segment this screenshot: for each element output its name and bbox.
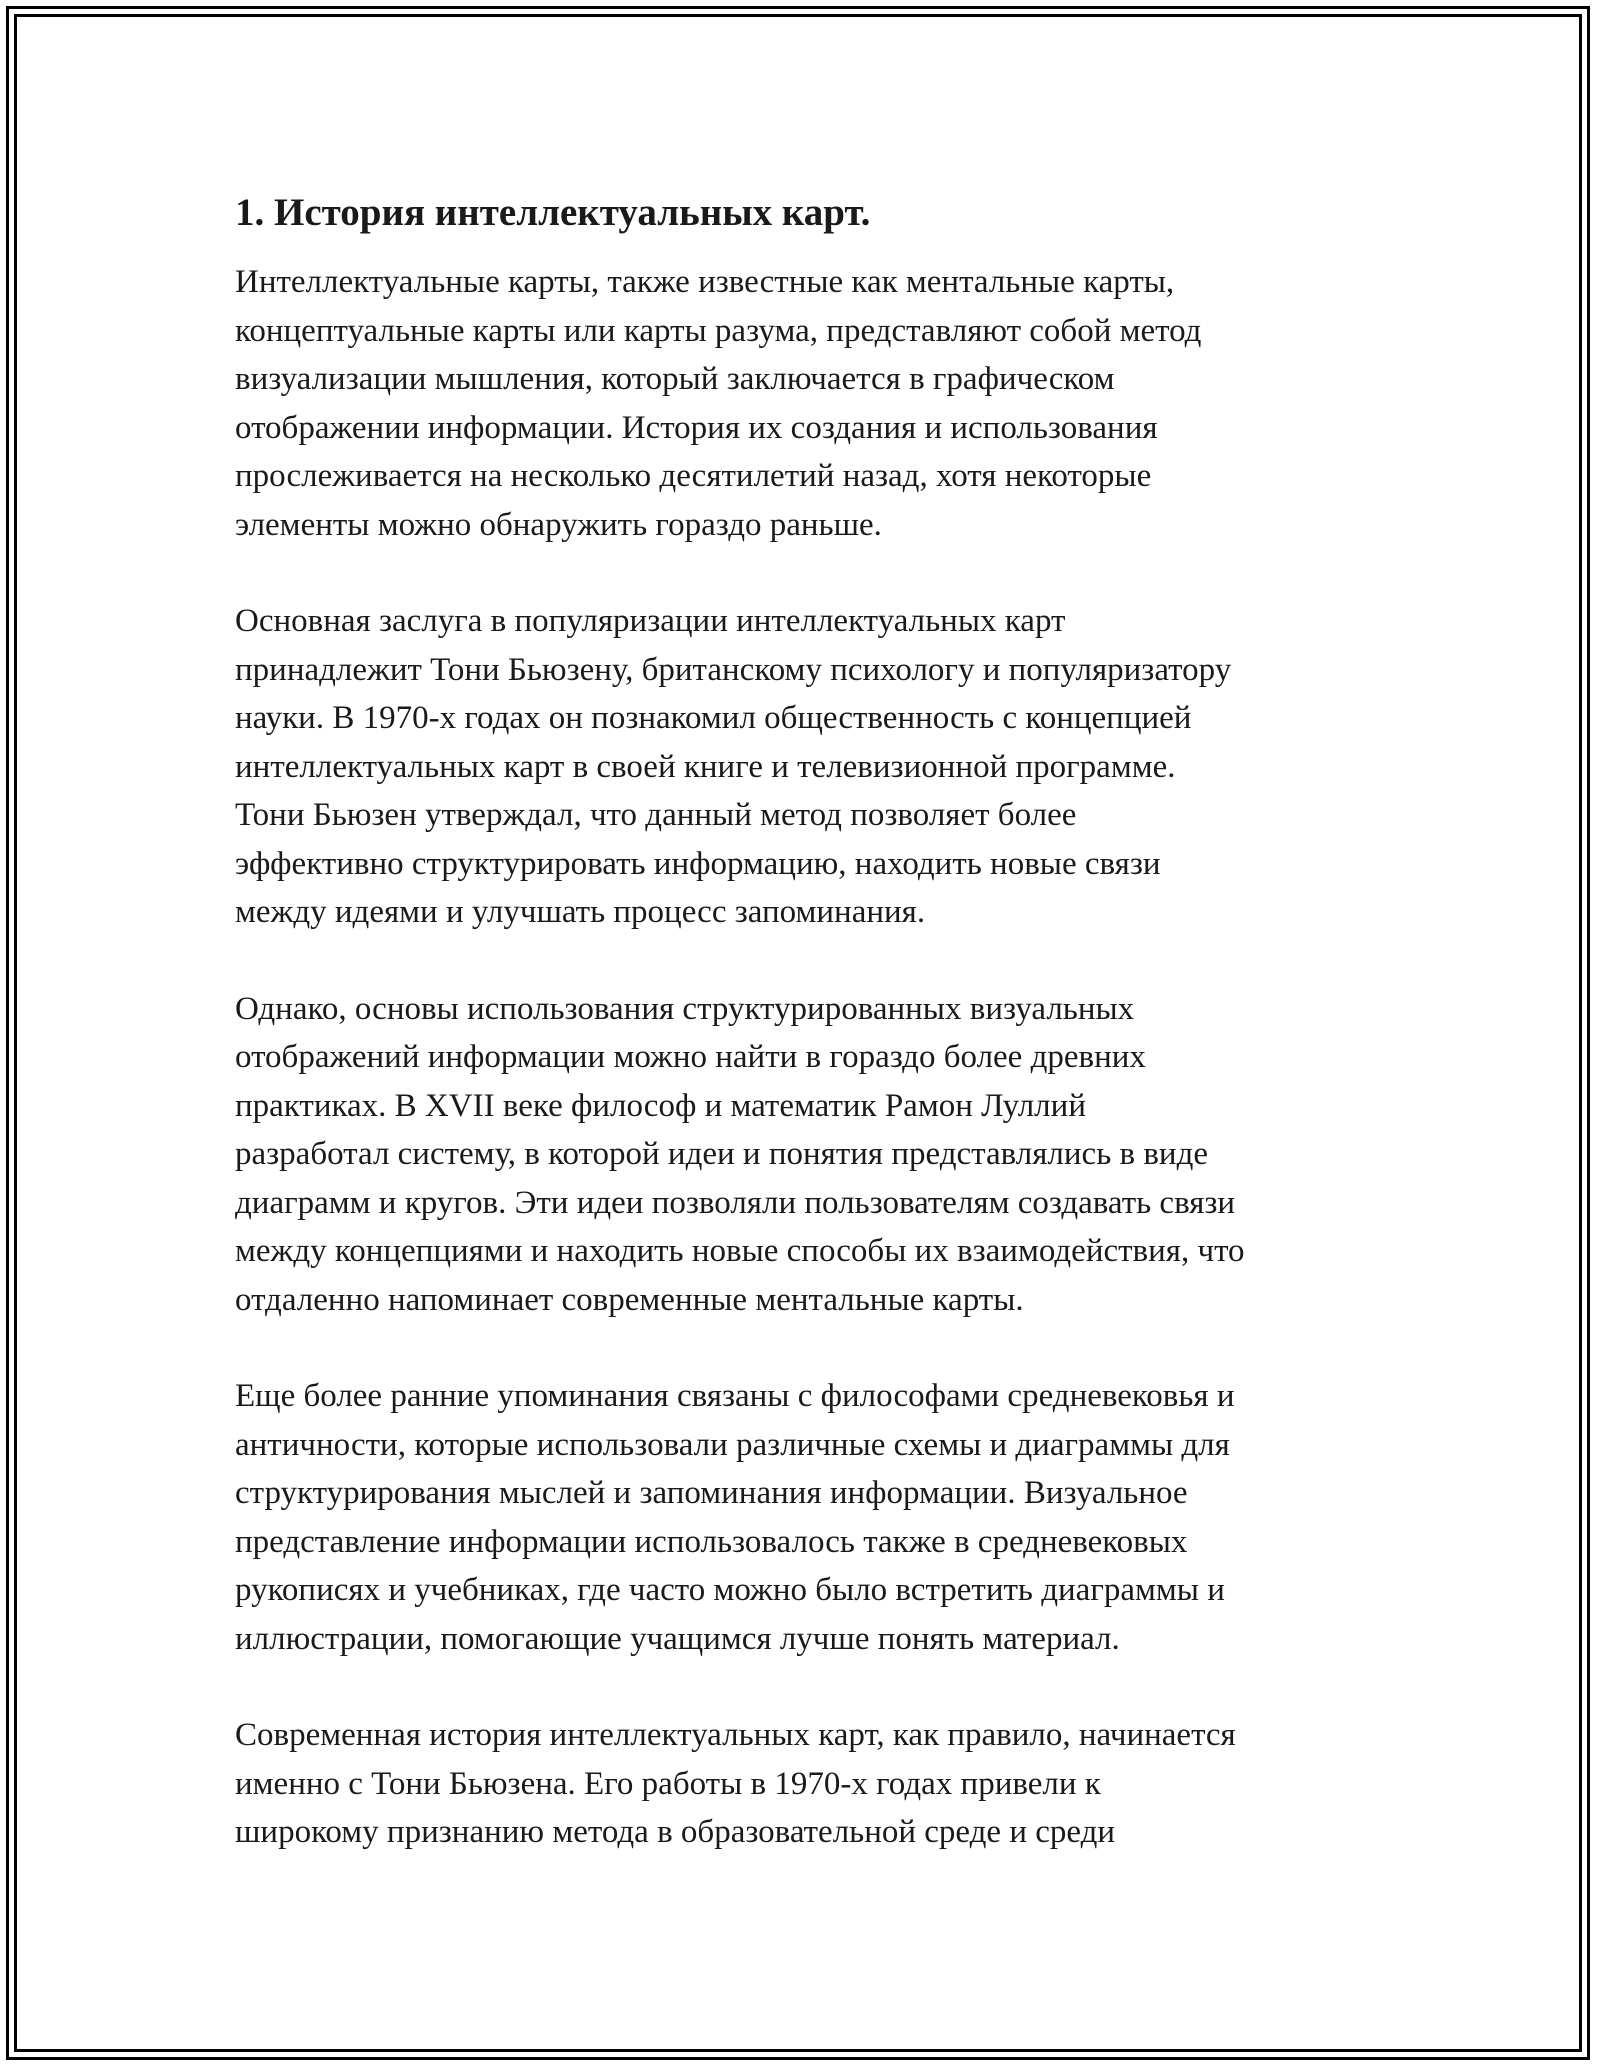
text-line: широкому признанию метода в образовательной среде и среди [235,1814,1116,1850]
text-line: Тони Бьюзен утверждал, что данный метод позволяет более [235,797,1077,833]
text-line: между идеями и улучшать процесс запоминания. [235,894,926,930]
paragraph [235,1372,1385,1663]
text-line: диаграмм и кругов. Эти идеи позволяли пользователям создавать связи [235,1184,1236,1221]
text-line: разработал систему, в которой идеи и понятия представлялись в виде [235,1136,1209,1172]
text-line: между концепциями и находить новые способы их взаимодействия, что [235,1233,1245,1269]
text-line: Основная заслуга в популяризации интеллектуальных карт [235,603,1066,639]
text-line: Интеллектуальные карты, также известные как ментальные карты, [235,264,1175,300]
text-line: Еще более ранние упоминания связаны с философами средневековья и [235,1378,1235,1414]
text-line: представление информации использовалось также в средневековых [235,1523,1188,1560]
text-line: именно с Тони Бьюзена. Его работы в 1970-х годах привели к [235,1765,1101,1802]
text-line: интеллектуальных карт в своей книге и телевизионной программе. [235,748,1176,785]
paragraph [235,258,1385,549]
text-line: рукописях и учебниках, где часто можно было встретить диаграммы и [235,1572,1225,1608]
text-line: эффективно структурировать информацию, находить новые связи [235,845,1161,882]
text-line: структурирования мыслей и запоминания информации. Визуальное [235,1475,1188,1511]
text-line: практиках. В XVII веке философ и математик Рамон Луллий [235,1087,1086,1124]
text-line: Однако, основы использования структурированных визуальных [235,990,1135,1027]
text-line: визуализации мышления, который заключается в графическом [235,361,1115,397]
text-line: прослеживается на несколько десятилетий назад, хотя некоторые [235,458,1152,494]
text-line: античности, которые использовали различные схемы и диаграммы для [235,1426,1230,1463]
text-line: отображений информации можно найти в гораздо более древних [235,1039,1146,1075]
text-line: элементы можно обнаружить гораздо раньше. [235,506,882,543]
text-line: иллюстрации, помогающие учащимся лучше понять материал. [235,1620,1120,1657]
text-line: принадлежит Тони Бьюзену, британскому психологу и популяризатору [235,651,1232,688]
paragraph [235,985,1385,1325]
paragraph [235,1711,1385,1857]
text-line: науки. В 1970-х годах он познакомил общественность с концепцией [235,700,1192,736]
text-line: отображении информации. История их создания и использования [235,409,1158,446]
section-heading: 1. История интеллектуальных карт. [235,191,871,234]
text-line: Современная история интеллектуальных карт, как правило, начинается [235,1717,1236,1753]
text-line: концептуальные карты или карты разума, представляют собой метод [235,312,1202,349]
document-body [235,188,1385,1905]
paragraph [235,597,1385,937]
text-line: отдаленно напоминает современные ментальные карты. [235,1281,1024,1318]
